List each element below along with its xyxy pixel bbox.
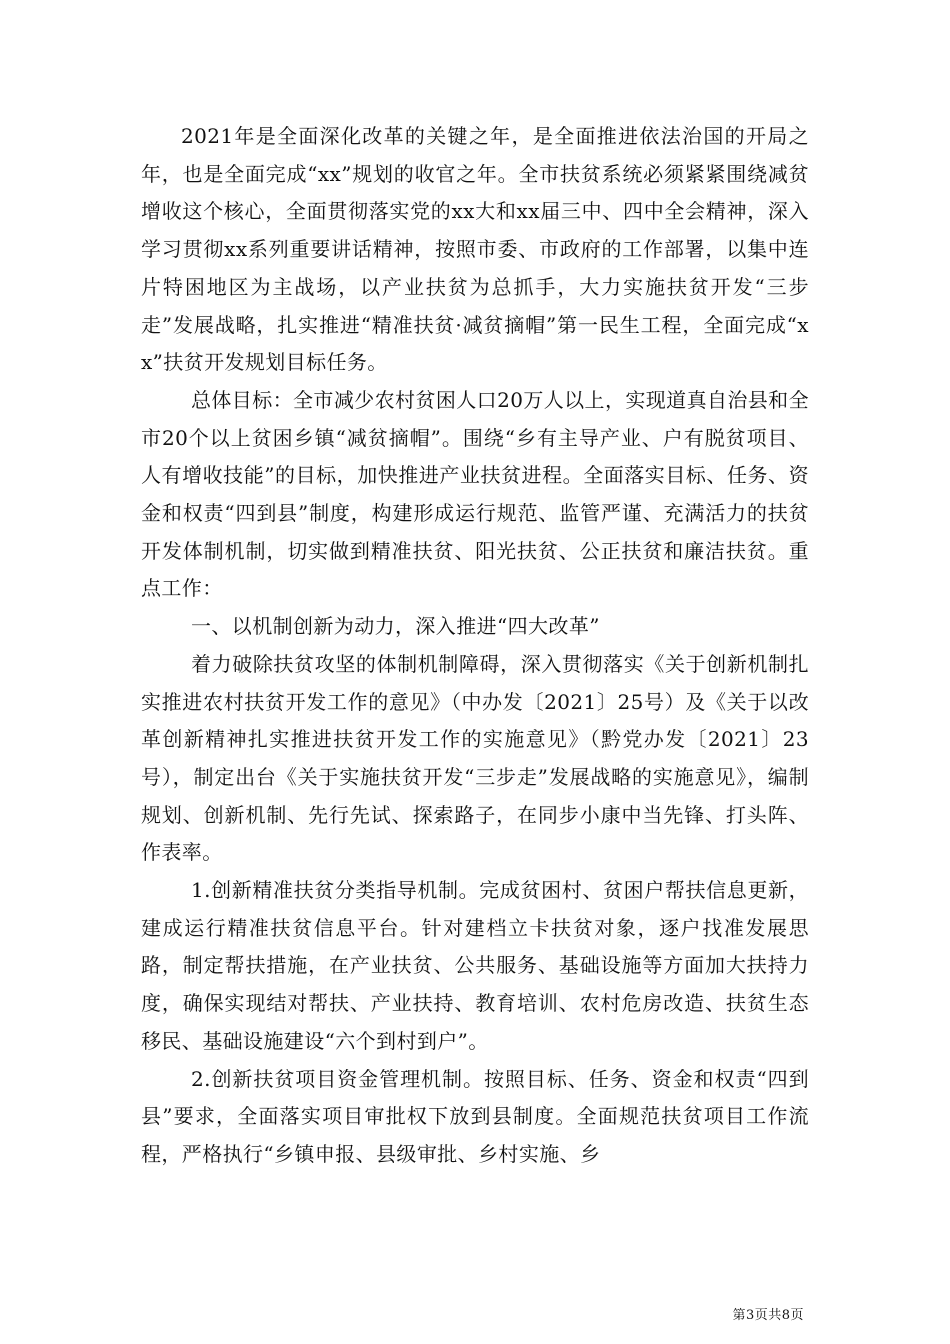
paragraph-overall-goal: 总体目标：全市减少农村贫困人口20万人以上，实现道真自治县和全市20个以上贫困乡镇“减贫摘帽”。围绕“乡有主导产业、户有脱贫项目、人有增收技能”的目标，加快推进产业扶贫进程。全面落实目标、任务、资金和权责“四到县”制度，构建形成运行规范、监管严谨、充满活力的扶贫开发体制机制，切实做到精准扶贫、阳光扶贫、公正扶贫和廉洁扶贫。重点工作： [141,387,809,601]
document-body [141,118,809,1174]
paragraph-item-2: 2.创新扶贫项目资金管理机制。按照目标、任务、资金和权责“四到县”要求，全面落实项目审批权下放到县制度。全面规范扶贫项目工作流程，严格执行“乡镇申报、县级审批、乡村实施、乡 [141,1066,809,1166]
section-heading-1: 一、以机制创新为动力，深入推进“四大改革” [191,614,600,639]
paragraph-reform: 着力破除扶贫攻坚的体制机制障碍，深入贯彻落实《关于创新机制扎实推进农村扶贫开发工作的意见》（中办发〔2021〕25号）及《关于以改革创新精神扎实推进扶贫开发工作的实施意见》（黔党办发〔2021〕23号），制定出台《关于实施扶贫开发“三步走”发展战略的实施意见》，编制规划、创新机制、先行先试、探索路子，在同步小康中当先锋、打头阵、作表率。 [141,651,809,865]
paragraph-intro: 2021年是全面深化改革的关键之年，是全面推进依法治国的开局之年，也是全面完成“xx”规划的收官之年。全市扶贫系统必须紧紧围绕减贫增收这个核心，全面贯彻落实党的xx大和xx届三中、四中全会精神，深入学习贯彻xx系列重要讲话精神，按照市委、市政府的工作部署，以集中连片特困地区为主战场，以产业扶贫为总抓手，大力实施扶贫开发“三步走”发展战略，扎实推进“精准扶贫·减贫摘帽”第一民生工程，全面完成“xx”扶贫开发规划目标任务。 [141,124,809,375]
page-number: 第3页共8页 [732,1308,804,1323]
paragraph-item-1: 1.创新精准扶贫分类指导机制。完成贫困村、贫困户帮扶信息更新，建成运行精准扶贫信息平台。针对建档立卡扶贫对象，逐户找准发展思路，制定帮扶措施，在产业扶贫、公共服务、基础设施等方面加大扶持力度，确保实现结对帮扶、产业扶持、教育培训、农村危房改造、扶贫生态移民、基础设施建设“六个到村到户”。 [141,878,809,1053]
